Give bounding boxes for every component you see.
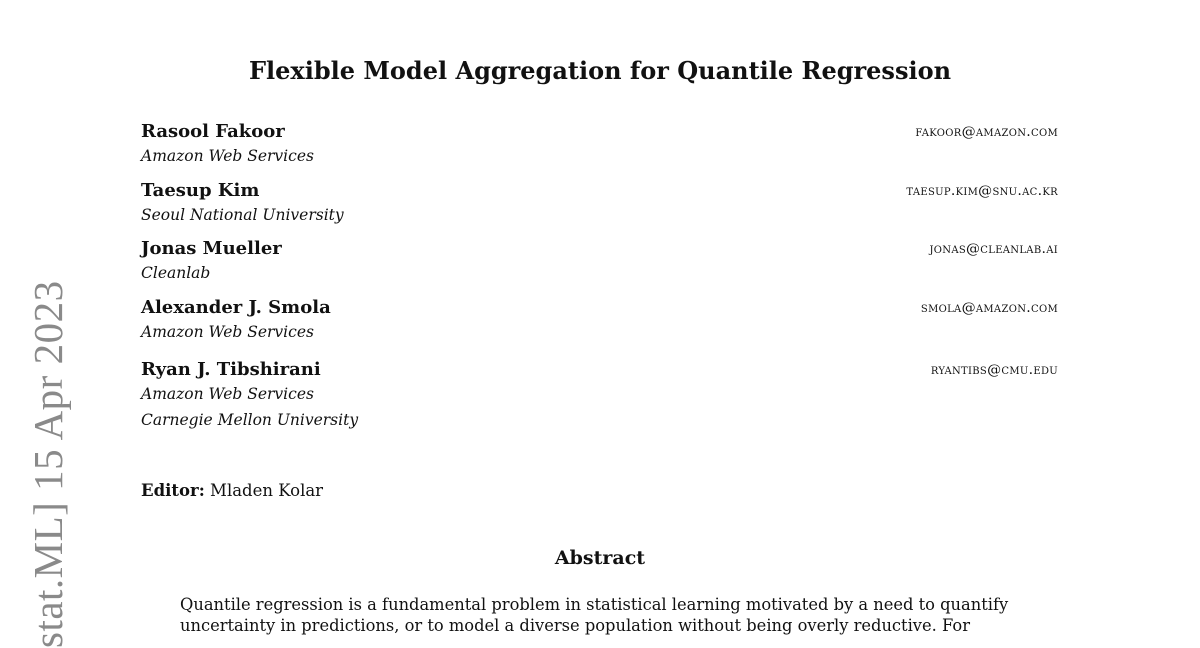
- author-affiliation: Carnegie Mellon University: [141, 411, 359, 429]
- author-block: [141, 180, 1058, 228]
- abstract-line: uncertainty in predictions, or to model a diverse population without being overly reductive. For: [180, 616, 970, 635]
- abstract-text: [180, 594, 1022, 636]
- editor-line: [141, 481, 323, 500]
- abstract-line: Quantile regression is a fundamental problem in statistical learning motivated by a need to quantify: [180, 595, 1009, 614]
- author-affiliation: Amazon Web Services: [141, 385, 314, 403]
- editor-label: Editor:: [141, 481, 205, 500]
- author-block: [141, 297, 1058, 345]
- author-name: Ryan J. Tibshirani: [141, 359, 321, 380]
- author-block: [141, 121, 1058, 169]
- author-affiliation: Amazon Web Services: [141, 323, 314, 341]
- author-email: fakoor@amazon.com: [915, 124, 1058, 140]
- author-block: [141, 359, 1058, 433]
- author-affiliation: Cleanlab: [141, 264, 211, 282]
- author-email: ryantibs@cmu.edu: [930, 362, 1058, 378]
- editor-name: Mladen Kolar: [210, 481, 324, 500]
- author-name: Alexander J. Smola: [141, 297, 331, 318]
- author-affiliation: Amazon Web Services: [141, 147, 314, 165]
- author-email: smola@amazon.com: [920, 300, 1058, 316]
- author-affiliation: Seoul National University: [141, 206, 344, 224]
- paper-title: Flexible Model Aggregation for Quantile Regression: [248, 56, 952, 85]
- author-name: Jonas Mueller: [141, 238, 282, 259]
- arxiv-watermark: stat.ML] 15 Apr 2023: [25, 280, 71, 648]
- author-block: [141, 238, 1058, 286]
- author-name: Rasool Fakoor: [141, 121, 285, 142]
- author-email: jonas@cleanlab.ai: [929, 241, 1058, 257]
- author-email: taesup.kim@snu.ac.kr: [906, 183, 1058, 199]
- abstract-heading: Abstract: [554, 547, 646, 569]
- author-name: Taesup Kim: [141, 180, 260, 201]
